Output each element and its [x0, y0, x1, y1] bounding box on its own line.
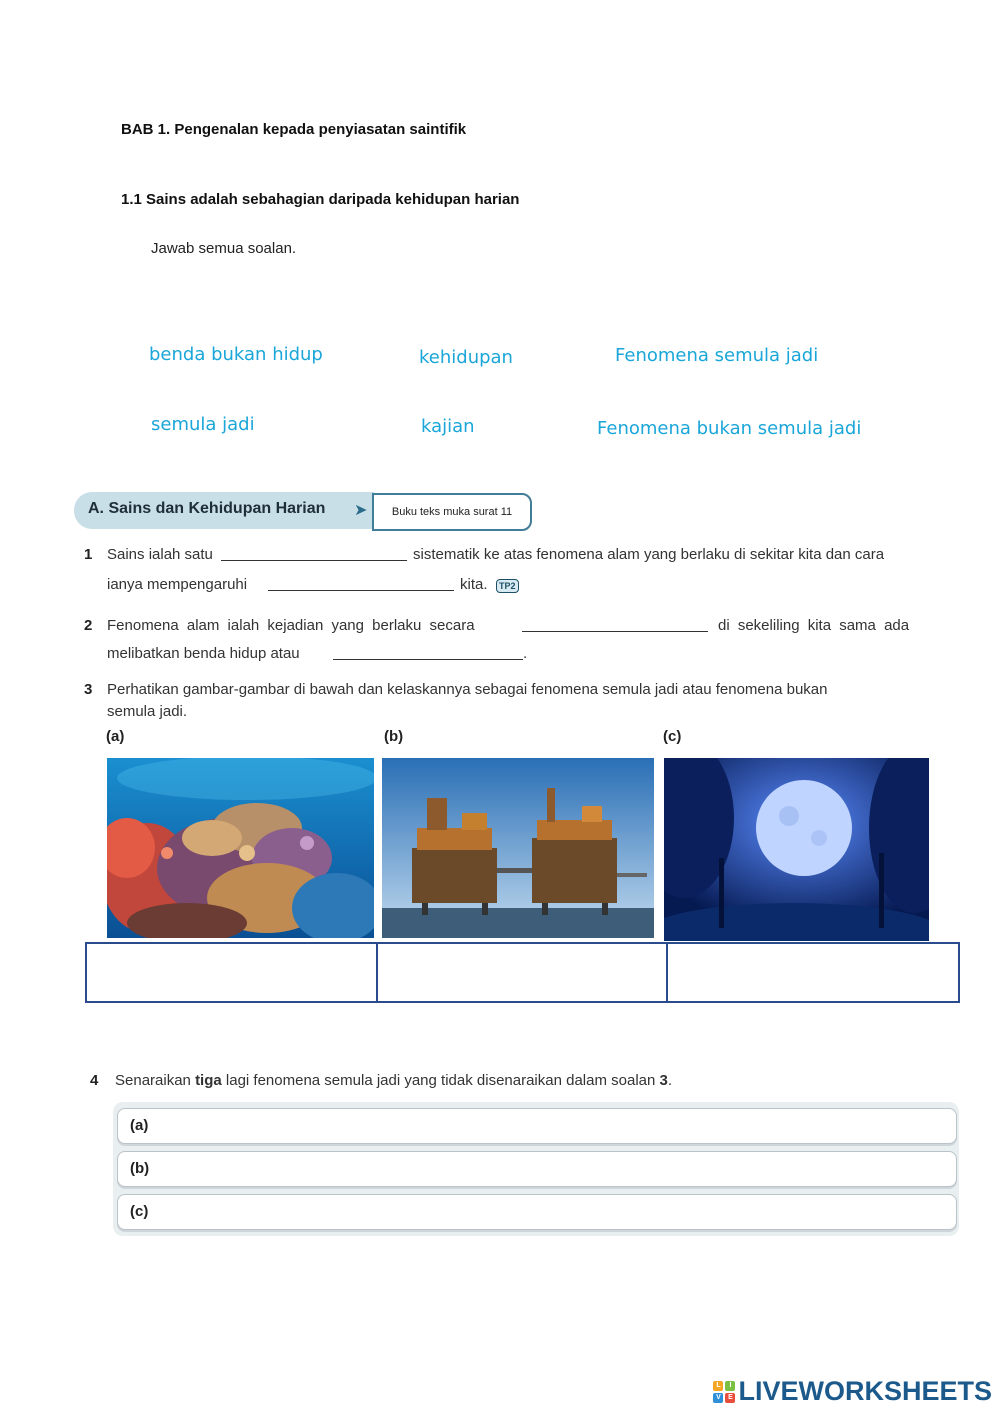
- q2-part4: .: [523, 645, 528, 662]
- textbook-reference: [372, 493, 532, 531]
- logo-tile-i: I: [725, 1381, 735, 1391]
- q3-label-c: (c): [663, 728, 682, 745]
- q2-blank-1[interactable]: [522, 617, 708, 632]
- q1-part3: ianya mempengaruhi: [107, 576, 248, 593]
- q3-label-a: (a): [106, 728, 125, 745]
- q1-part4: kita.: [460, 576, 488, 593]
- q3-line2: semula jadi.: [107, 703, 188, 720]
- q3-line1: Perhatikan gambar-gambar di bawah dan kelaskannya sebagai fenomena semula jadi atau fenomena bukan: [107, 681, 828, 698]
- q2-num: 2: [84, 617, 93, 634]
- subtopic-title: 1.1 Sains adalah sebahagian daripada kehidupan harian: [121, 191, 520, 208]
- word-kehidupan[interactable]: kehidupan: [419, 347, 513, 368]
- tp-badge: [496, 577, 519, 595]
- q3-label-b: (b): [384, 728, 404, 745]
- q4-end: .: [667, 1072, 673, 1089]
- liveworksheets-logo: [713, 1376, 992, 1407]
- q3-answer-b[interactable]: [376, 942, 669, 1003]
- q1-part2: sistematik ke atas fenomena alam yang berlaku di sekitar kita dan cara: [413, 546, 885, 563]
- q4-num: 4: [90, 1072, 99, 1089]
- full-moon-image: [664, 758, 929, 941]
- q4-post: lagi fenomena semula jadi yang tidak disenaraikan dalam soalan: [221, 1072, 660, 1089]
- q1-blank-1[interactable]: [221, 546, 407, 561]
- instruction-text: Jawab semua soalan.: [151, 240, 297, 257]
- logo-grid-icon: [713, 1381, 735, 1403]
- full-moon-svg: [664, 758, 929, 941]
- q1-part1: Sains ialah satu: [107, 546, 213, 563]
- oil-platform-image: [382, 758, 654, 938]
- q4-text: [115, 1071, 672, 1091]
- q4-answer-b-label: (b): [130, 1160, 150, 1177]
- q4-answer-c[interactable]: [117, 1194, 957, 1230]
- q3-num: 3: [84, 681, 93, 698]
- coral-reef-image: [107, 758, 374, 938]
- logo-tile-v: V: [713, 1393, 723, 1403]
- q1-num: 1: [84, 546, 93, 563]
- textbook-reference-label: Buku teks muka surat 11: [391, 506, 513, 518]
- logo-tile-e: E: [725, 1393, 735, 1403]
- q4-answer-b[interactable]: [117, 1151, 957, 1187]
- section-title: A. Sains dan Kehidupan Harian: [88, 500, 326, 517]
- chapter-title: BAB 1. Pengenalan kepada penyiasatan saintifik: [121, 121, 467, 138]
- word-benda-bukan-hidup[interactable]: benda bukan hidup: [149, 344, 323, 365]
- word-fenomena-semula-jadi[interactable]: Fenomena semula jadi: [615, 345, 819, 366]
- q4-bold: tiga: [195, 1072, 222, 1089]
- q4-answer-a-label: (a): [130, 1117, 149, 1134]
- coral-reef-svg: [107, 758, 374, 938]
- word-fenomena-bukan-semula-jadi[interactable]: Fenomena bukan semula jadi: [597, 418, 862, 439]
- q4-ref: 3: [659, 1072, 668, 1089]
- word-semula-jadi[interactable]: semula jadi: [151, 414, 255, 435]
- oil-platform-svg: [382, 758, 654, 938]
- q4-answer-c-label: (c): [130, 1203, 149, 1220]
- q3-number: [84, 680, 92, 700]
- q4-number: [90, 1071, 98, 1091]
- q1-number: [84, 545, 92, 565]
- q4-answer-a[interactable]: [117, 1108, 957, 1144]
- q2-part1: Fenomena alam ialah kejadian yang berlaku secara: [107, 617, 475, 634]
- q2-blank-2[interactable]: [333, 645, 523, 660]
- logo-tile-l: L: [713, 1381, 723, 1391]
- q2-part3: melibatkan benda hidup atau: [107, 645, 300, 662]
- q3-answer-c[interactable]: [666, 942, 960, 1003]
- q2-part2: di sekeliling kita sama ada: [718, 617, 910, 634]
- arrow-right-icon: ➤: [354, 502, 368, 519]
- q2-number: [84, 616, 92, 636]
- q3-answer-a[interactable]: [85, 942, 379, 1003]
- q4-pre: Senaraikan: [115, 1072, 196, 1089]
- word-kajian[interactable]: kajian: [421, 416, 475, 437]
- q1-blank-2[interactable]: [268, 576, 454, 591]
- logo-text: LIVEWORKSHEETS: [738, 1376, 992, 1406]
- tp-badge-label: TP2: [496, 579, 519, 593]
